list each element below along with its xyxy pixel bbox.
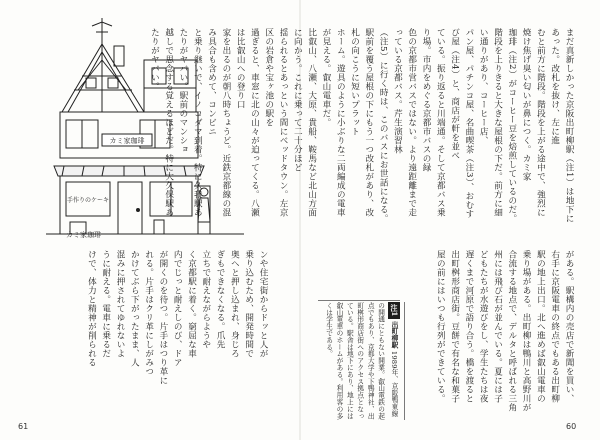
text-column: 越しで思念する覚えるほどだ。特に大久保駅あたりがヤバい。 [149, 28, 174, 217]
text-column: ンや住宅街からドッと人が [258, 250, 268, 358]
text-column: 内でじっと耐えしのび、ドア [172, 250, 183, 367]
shop-sign-text: カミ家珈琲 [109, 137, 145, 145]
text-column: と乗り継いで、イノコダマ到着。特に久我駅あたりがヤバい。駅前のマンショ [177, 28, 203, 217]
text-column: れる。片手はクリ革にしがみつ [143, 250, 154, 376]
text-column: 珈琲（注2）がコーヒー豆を焙煎しているのだ。 [506, 28, 517, 223]
text-column: 階段を上りきると大きな屋根の下だ。前方に細い通りがあり、コーヒー店、 [478, 28, 503, 217]
text-column: 揺られるとあっという間にベッドタウン。左京区の岩倉や宝ヶ池の駅を [263, 28, 289, 217]
text-column: うに耐える。電車に乗るだ [100, 250, 111, 358]
text-column: 比叡山、八瀬、大原、貴船、鞍馬など北山方面に向かう。これに乗って二十分ほど [292, 28, 317, 217]
text-column: けで、体力と精神が削られる [86, 250, 97, 367]
right-page-main-text [149, 28, 576, 224]
text-column: 右手に京阪電車の終点でもある出町柳 [549, 250, 560, 403]
text-column: かけてぶら下がったまま、人 [129, 250, 140, 367]
text-column: 乗り場がある。出町柳は鴨川と高野川が [521, 250, 532, 412]
text-column: 過ぎると、車窓に北の山々が迫ってくる。八瀬は比叡山への登り口 [235, 28, 260, 217]
text-column: 遅くまで河原で語り合う。橋を渡ると [463, 250, 474, 403]
footnote-box [318, 302, 400, 420]
illustration-caption: カミ家珈琲 [66, 231, 101, 239]
footnote-text: 1989年、京阪鴨東線の開通にともない開業。叡山電鉄の起点でもあり、京都大学や下鴨神社、出町桝形商店街へのアクセス拠点となっている。駅舎は地下にあり、地上には叡山電車のホームがある。利用客の多くは学生である。 [324, 302, 398, 420]
text-column: まだ真新しかった京阪出町柳駅（注1）は地下にあった。改札を抜け、左に進 [549, 28, 574, 223]
text-column: ホーム。遊具のように小ぶりな二両編成の電車が見える。叡山電車だ。 [320, 28, 346, 217]
text-column: （注5）に行く時は、このバスにお世話になる。 [378, 28, 389, 223]
text-column: 駅前を覆う屋根の下にもう一つ改札があり、改札の向こうに短いプラット [349, 28, 374, 217]
note-top-rule [318, 300, 400, 301]
text-column: 立ちで耐えながらようや [200, 250, 211, 349]
text-column: 合流する地点で、デルタと呼ばれる三角 [506, 250, 517, 412]
text-column: むと前方に階段。階段を上がる途中で、強烈に焼け焦げ臭い匂いが鼻につく。カミ家 [521, 28, 546, 217]
text-column: 駅の地上出口。北へ進めば叡山電車の [535, 250, 546, 403]
text-column: 混みに押されてゆれないよ [115, 250, 126, 358]
footnote-separator [404, 302, 405, 420]
text-column: 家を出るのが朝八時ちょうど。近鉄京都線の混み具合も含めて、コンビニ [206, 28, 231, 217]
text-column: 州には飛び石が並んでいる。夏には子 [492, 250, 503, 403]
right-page-lower-text [408, 250, 576, 420]
text-column: が開くのを待つ。片手はつり革に [157, 250, 168, 385]
text-column: 色の京都市営バスではない。より遠距離まで走っている京都バス。芹生演習林 [392, 28, 417, 217]
page-number-left: 61 [18, 422, 29, 431]
text-column: がある。駅構内の売店で新聞を買い、 [564, 250, 574, 403]
footnote-label: 注1 [388, 302, 400, 319]
text-column: ぎもできなくなる。爪先 [215, 250, 226, 349]
left-page-lower-text [42, 250, 270, 420]
text-column: ている。振り返ると川端通。そして京都バス乗り場。市内をめぐる京都市バスの緑 [421, 28, 446, 217]
text-column: 乗り込むため、開発時間で [243, 250, 254, 358]
text-column: パン屋、パチンコ屋、名曲喫茶（注3）、おむすび屋（注4）と、商店が軒を並べ [449, 28, 474, 219]
footnote-heading: 出町柳駅 [390, 320, 398, 349]
text-column: 屋の前にはいつも行列ができている。 [435, 250, 446, 403]
window-menu-text: 手作りのケーキ [66, 197, 110, 204]
text-column: 奥へと押し込まれ、身じろ [229, 250, 240, 358]
text-column: どもたちが水遊びをし、学生たちは夜 [478, 250, 489, 403]
text-column: く京都駅に着く。窮屈な車 [186, 250, 197, 358]
page-number-right: 60 [566, 422, 577, 431]
text-column: 出町桝形商店街。豆餅で有名な和菓子 [449, 250, 460, 403]
